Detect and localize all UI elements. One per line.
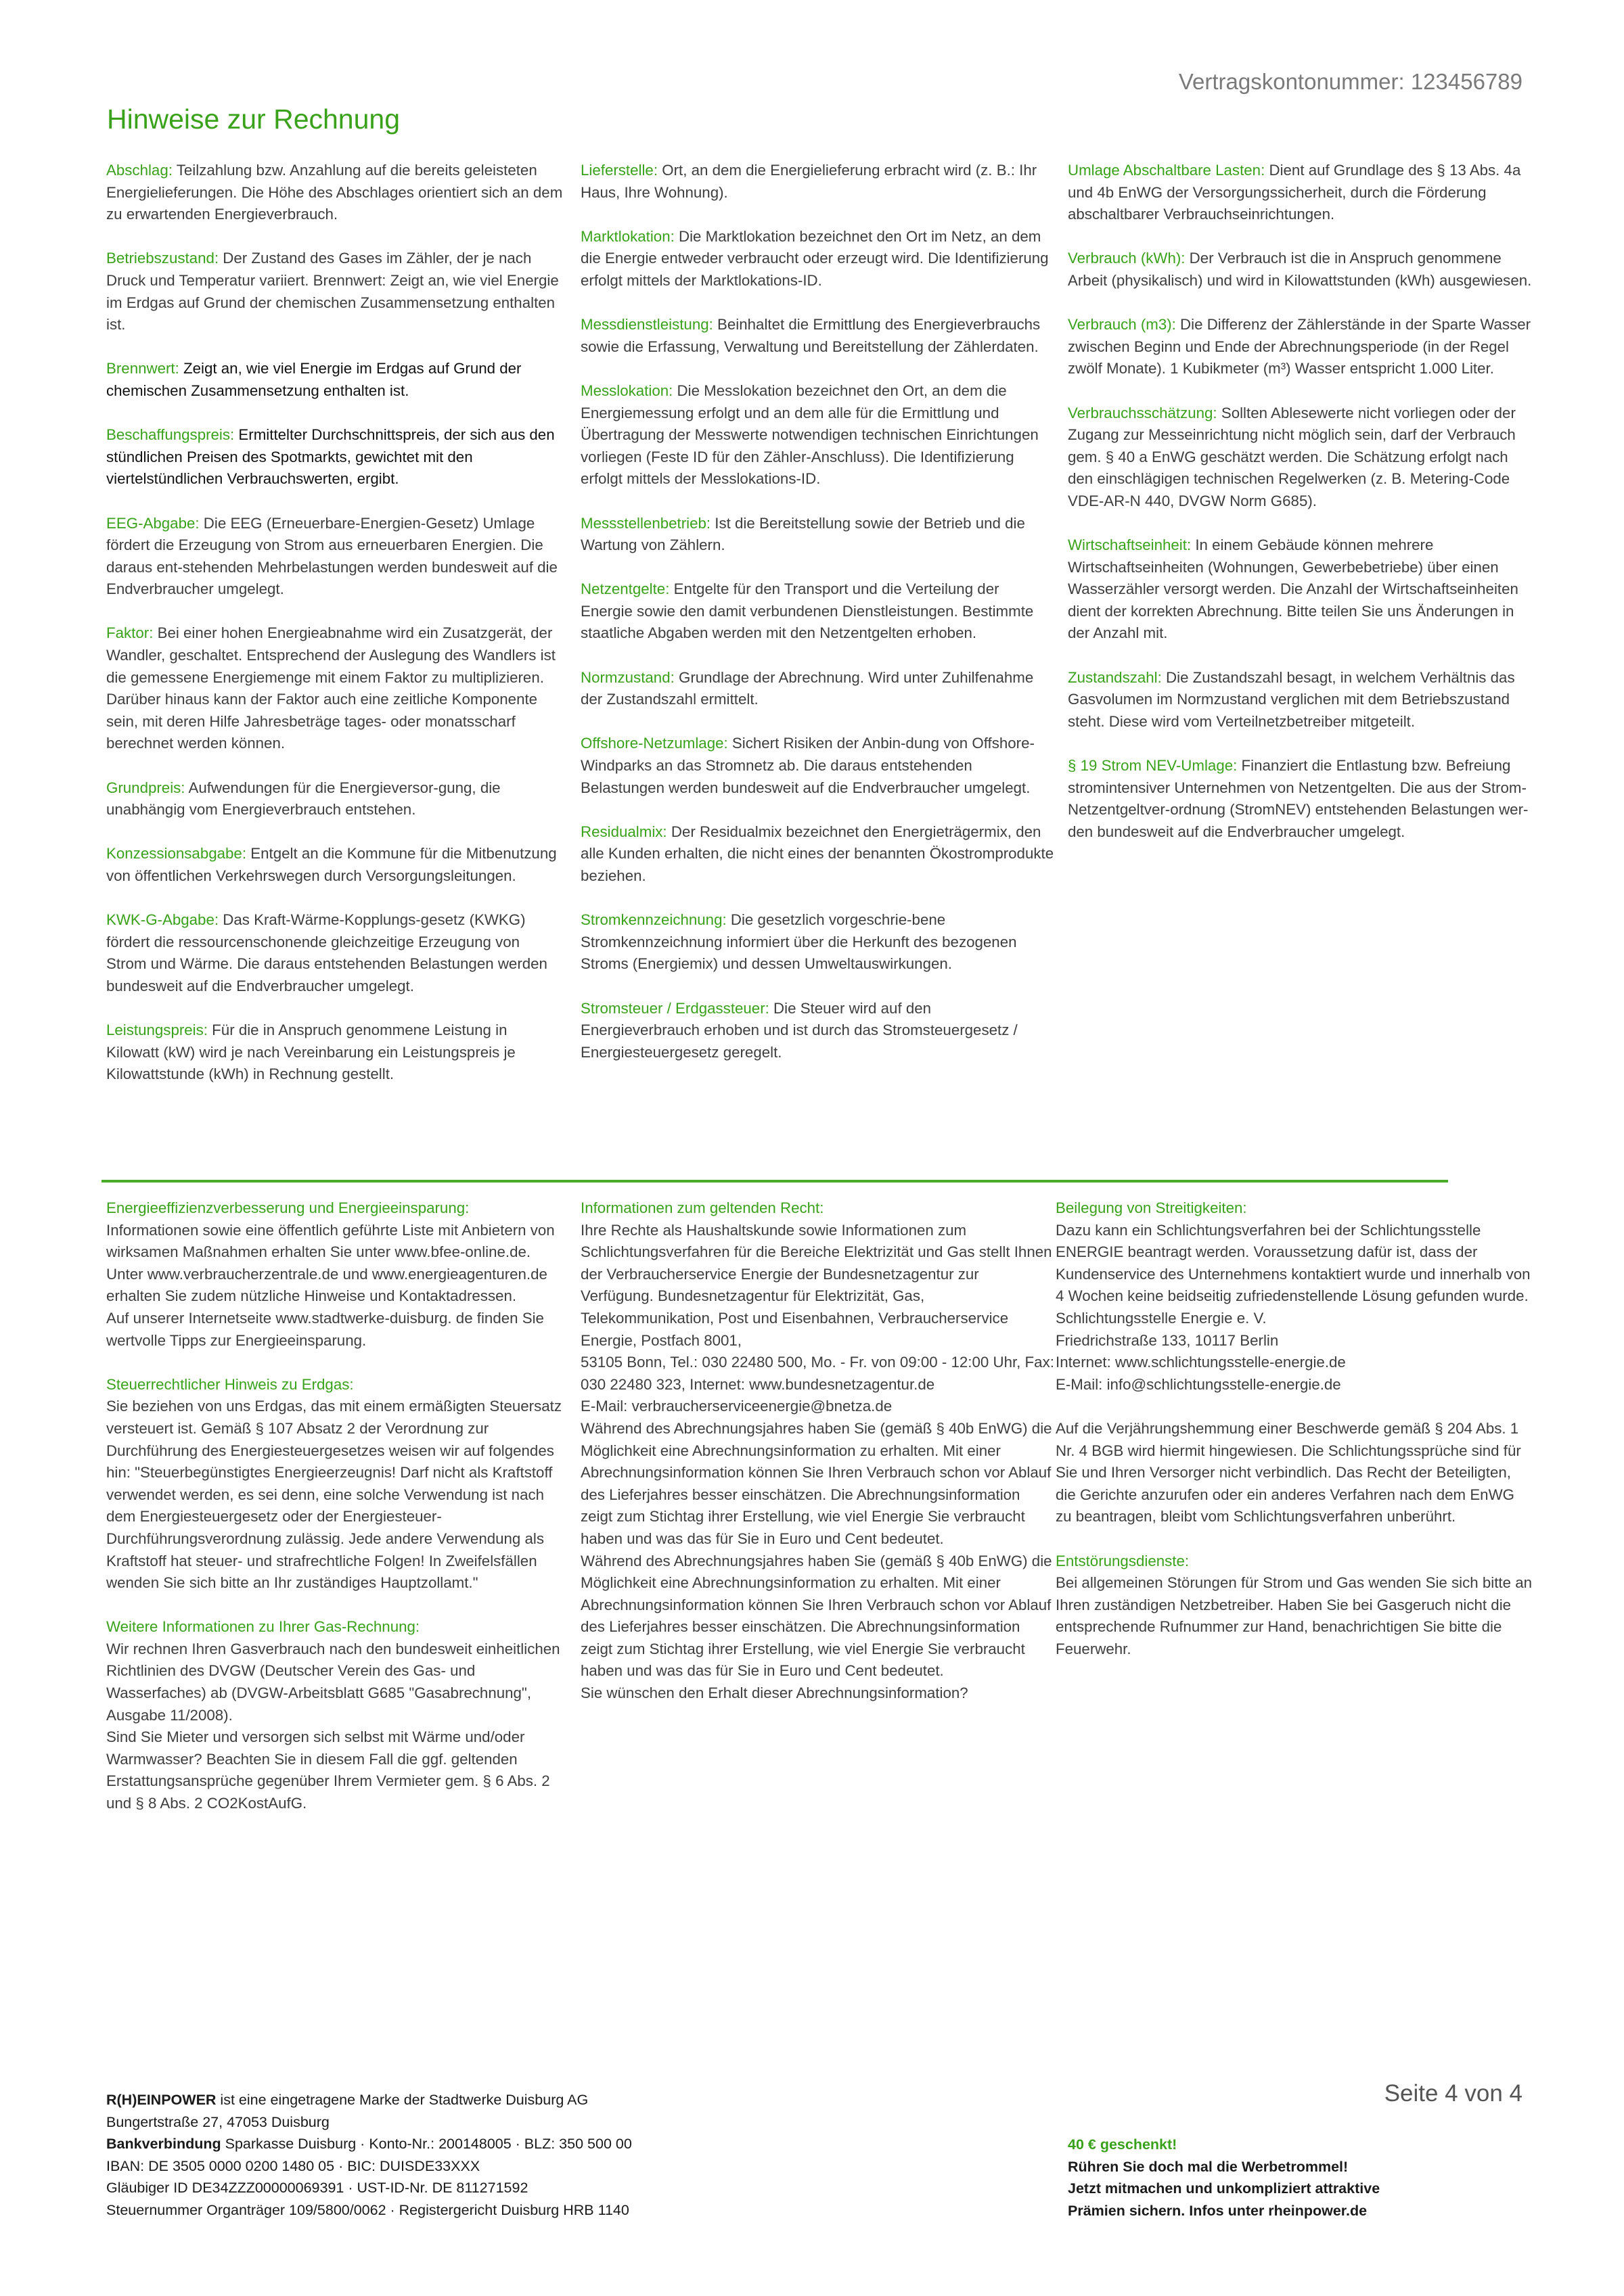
glossary-entry: [106, 513, 563, 601]
glossary-entry: [1068, 667, 1535, 733]
glossary-definition: Ermittelter Durchschnittspreis, der sich aus den stündlichen Preisen des Spotmarkts, gewichtet mit den viertelstündlichen Verbrauchswerten, ergibt.: [106, 426, 555, 488]
glossary-definition: Sichert Risiken der Anbin-dung von Offshore-Windparks an das Stromnetz ab. Die daraus entstehenden Belastungen werden bundesweit auf die Endverbraucher umgelegt.: [581, 735, 1035, 796]
glossary-definition: Die Marktlokation bezeichnet den Ort im Netz, an dem die Energie entweder verbraucht oder erzeugt wird. Die Identifizierung erfolgt mittels der Marktlokations-ID.: [581, 227, 1049, 289]
info-heading: Energieeffizienzverbesserung und Energieeinsparung:: [106, 1199, 470, 1216]
info-column-2: [581, 1197, 1054, 1726]
info-heading: Informationen zum geltenden Recht:: [581, 1199, 824, 1216]
info-text: Internet: www.schlichtungsstelle-energie.de: [1056, 1354, 1346, 1371]
info-column-1: [106, 1197, 563, 1837]
glossary-term: Abschlag:: [106, 162, 173, 179]
info-text: Auf unserer Internetseite www.stadtwerke-duisburg. de finden Sie wertvolle Tipps zur Energieeinsparung.: [106, 1309, 544, 1349]
info-text: 53105 Bonn, Tel.: 030 22480 500, Mo. - Fr. von 09:00 - 12:00 Uhr, Fax: 030 22480 323, Internet: www.bundesnetzagentur.de: [581, 1354, 1054, 1393]
glossary-entry: [581, 226, 1054, 292]
glossary-term: Betriebszustand:: [106, 250, 219, 267]
glossary-entry: [581, 380, 1054, 490]
info-section: [106, 1616, 563, 1814]
info-text: Sie wünschen den Erhalt dieser Abrechnungsinformation?: [581, 1684, 968, 1702]
info-text: Dazu kann ein Schlichtungsverfahren bei der Schlichtungsstelle ENERGIE beantragt werden. Voraussetzung dafür ist, dass der Kundenservice des Unternehmens kontaktiert wurde und innerhalb von 4 Wochen keine beidseitig zufriedenstellende Lösung gefunden wurde.: [1056, 1221, 1531, 1305]
glossary-term: Offshore-Netzumlage:: [581, 735, 728, 752]
glossary-term: Wirtschaftseinheit:: [1068, 536, 1192, 554]
glossary-term: Brennwert:: [106, 360, 179, 377]
glossary-entry: [1068, 160, 1535, 226]
glossary-definition: Für die in Anspruch genommene Leistung in Kilowatt (kW) wird je nach Vereinbarung ein Leistungspreis je Kilowattstunde (kWh) in Rechnung gestellt.: [106, 1021, 516, 1083]
glossary-definition: Bei einer hohen Energieabnahme wird ein Zusatzgerät, der Wandler, geschaltet. Entsprechend der Auslegung des Wandlers ist die gemessene Energiemenge mit einem Faktor zu multiplizieren.: [106, 624, 556, 686]
glossary-term: Grundpreis:: [106, 779, 185, 796]
glossary-entry: [1068, 248, 1535, 292]
info-column-3: [1056, 1197, 1533, 1682]
glossary-term: Konzessionsabgabe:: [106, 845, 247, 863]
info-text: Während des Abrechnungsjahres haben Sie (gemäß § 40b EnWG) die Möglichkeit eine Abrechnungsinformation zu erhalten. Mit einer Abrechnungsinformation können Sie Ihren Verbrauch schon vor Ablauf des Lieferjahres besser einschätzen. Die Abrechnungsinformation zeigt zum Stichtag ihrer Erstellung, wie viel Energie Sie verbraucht haben und was das für Sie in Euro und Cent bedeutet.: [581, 1419, 1052, 1547]
glossary-definition: In einem Gebäude können mehrere Wirtschaftseinheiten (Wohnungen, Gewerbebetriebe) über einen Wasserzähler versorgt werden. Die Anzahl der Wirtschaftseinheiten dient der korrekten Abrechnung. Bitte teilen Sie uns Änderungen in der Anzahl mit.: [1068, 536, 1518, 642]
glossary-entry: [106, 358, 563, 402]
info-section: [1056, 1197, 1533, 1528]
glossary-definition: Die Steuer wird auf den Energieverbrauch erhoben und ist durch das Stromsteuergesetz / Energiesteuergesetz geregelt.: [581, 999, 1018, 1061]
footer-address: Bungertstraße 27, 47053 Duisburg: [106, 2113, 330, 2130]
glossary-term: Lieferstelle:: [581, 162, 658, 179]
promo-line: Rühren Sie doch mal die Werbetrommel!: [1068, 2158, 1349, 2175]
glossary-definition: Das Kraft-Wärme-Kopplungs-gesetz (KWKG) fördert die ressourcenschonende gleichzeitige Erzeugung von Strom und Wärme. Die daraus entstehenden Belastungen werden bundesweit auf die Endverbraucher umgelegt.: [106, 911, 547, 994]
glossary-term: Verbrauchsschätzung:: [1068, 404, 1217, 421]
glossary-definition: Entgelt an die Kommune für die Mitbenutzung von öffentlichen Verkehrswegen durch Versorgungsleitungen.: [106, 845, 557, 884]
info-section: [581, 1197, 1054, 1705]
info-heading: Weitere Informationen zu Ihrer Gas-Rechnung:: [106, 1618, 420, 1636]
glossary-definition: Die Zustandszahl besagt, in welchem Verhältnis das Gasvolumen im Normzustand verglichen mit dem Betriebszustand steht. Diese wird vom Verteilnetzbetreiber mitgeteilt.: [1068, 668, 1515, 730]
glossary-term: Faktor:: [106, 624, 154, 642]
info-heading: Steuerrechtlicher Hinweis zu Erdgas:: [106, 1375, 354, 1393]
glossary-entry: [581, 909, 1054, 975]
info-text: Schlichtungsstelle Energie e. V.: [1056, 1309, 1267, 1327]
glossary-definition: Der Verbrauch ist die in Anspruch genommene Arbeit (physikalisch) und wird in Kilowattstunden (kWh) ausgewiesen.: [1068, 250, 1532, 289]
info-text: Wir rechnen Ihren Gasverbrauch nach den bundesweit einheitlichen Richtlinien des DVGW (Deutscher Verein des Gas- und Wasserfaches) ab (DVGW-Arbeitsblatt G685 "Gasabrechnung", Ausgabe 11/2008).: [106, 1640, 560, 1724]
glossary-term: Messlokation:: [581, 382, 673, 399]
info-text: Friedrichstraße 133, 10117 Berlin: [1056, 1331, 1279, 1349]
promo-box: [1068, 2134, 1541, 2222]
info-text: Auf die Verjährungshemmung einer Beschwerde gemäß § 204 Abs. 1 Nr. 4 BGB wird hiermit hingewiesen. Die Schlichtungssprüche sind für Sie und Ihren Versorger nicht verbindlich. Das Recht der Beteiligten, die Gerichte anzurufen oder ein anderes Verfahren nach dem EnWG zu beantragen, bleibt vom Schlichtungsverfahren unberührt.: [1056, 1419, 1521, 1525]
footer-bank-line: [106, 2133, 918, 2155]
glossary-term: Leistungspreis:: [106, 1021, 208, 1039]
info-section: [106, 1197, 563, 1352]
footer-iban: IBAN: DE 3505 0000 0200 1480 05 · BIC: DUISDE33XXX: [106, 2157, 480, 2174]
glossary-entry: [581, 667, 1054, 711]
info-text: E-Mail: verbraucherserviceenergie@bnetza.de: [581, 1398, 893, 1415]
brand-text: ist eine eingetragene Marke der Stadtwerke Duisburg AG: [216, 2092, 589, 2108]
glossary-entry: [106, 1019, 563, 1086]
section-divider: [102, 1180, 1448, 1183]
bank-details: Sparkasse Duisburg · Konto-Nr.: 200148005 · BLZ: 350 500 00: [221, 2136, 632, 2153]
promo-line: Prämien sichern. Infos unter rheinpower.de: [1068, 2202, 1368, 2219]
info-text: Sind Sie Mieter und versorgen sich selbst mit Wärme und/oder Warmwasser? Beachten Sie in diesem Fall die ggf. geltenden Erstattungsansprüche gegenüber Ihrem Vermieter gem. § 6 Abs. 2 und § 8 Abs. 2 CO2KostAufG.: [106, 1728, 550, 1812]
info-text: Ihre Rechte als Haushaltskunde sowie Informationen zum Schlichtungsverfahren für die Bereiche Elektrizität und Gas stellt Ihnen der Verbraucherservice Energie der Bundesnetzagentur zur Verfügung. Bundesnetzagentur für Elektrizität, Gas, Telekommunikation, Post und Eisenbahnen, Verbraucherservice Energie, Postfach 8001,: [581, 1221, 1052, 1349]
info-section: [1056, 1551, 1533, 1661]
glossary-definition: Sollten Ablesewerte nicht vorliegen oder der Zugang zur Messeinrichtung nicht möglich sein, darf der Verbrauch gem. § 40 a EnWG geschätzt werden. Die Schätzung erfolgt nach den einschlägigen technischen Regelwerken (z. B. Metering-Code VDE-AR-N 440, DVGW Norm G685).: [1068, 404, 1516, 509]
glossary-term: Stromkennzeichnung:: [581, 911, 727, 929]
glossary-term: Verbrauch (m3):: [1068, 316, 1176, 334]
glossary-term: Messstellenbetrieb:: [581, 514, 711, 532]
glossary-term: KWK-G-Abgabe:: [106, 911, 219, 929]
glossary-term: Umlage Abschaltbare Lasten:: [1068, 162, 1265, 179]
promo-line: Jetzt mitmachen und unkompliziert attraktive: [1068, 2180, 1380, 2197]
glossary-term: Stromsteuer / Erdgassteuer:: [581, 999, 769, 1017]
glossary-definition: Beinhaltet die Ermittlung des Energieverbrauchs sowie die Erfassung, Verwaltung und Bereitstellung der Zählerdaten.: [581, 316, 1041, 355]
footer-creditor-id: Gläubiger ID DE34ZZZ00000069391 · UST-ID-Nr. DE 811271592: [106, 2180, 528, 2197]
glossary-term: Zustandszahl:: [1068, 668, 1162, 686]
glossary-term: Marktlokation:: [581, 227, 675, 245]
glossary-entry: [581, 160, 1054, 204]
info-heading: Entstörungsdienste:: [1056, 1552, 1190, 1569]
glossary-entry: [581, 998, 1054, 1064]
glossary-entry: [581, 578, 1054, 645]
info-heading: Beilegung von Streitigkeiten:: [1056, 1199, 1247, 1216]
info-text: Informationen sowie eine öffentlich geführte Liste mit Anbietern von wirksamen Maßnahmen erhalten Sie unter www.bfee-online.de. Unter www.verbraucherzentrale.de und www.energieagenturen.de erhalten Sie zudem nützliche Hinweise und Kontaktadressen.: [106, 1221, 555, 1305]
glossary-column-1: [106, 160, 563, 1108]
glossary-definition: Entgelte für den Transport und die Verteilung der Energie sowie den damit verbundenen Dienstleistungen. Bestimmte staatliche Abgaben werden mit den Netzentgelten erhoben.: [581, 580, 1034, 642]
info-text: [1056, 1396, 1533, 1418]
glossary-term: EEG-Abgabe:: [106, 514, 200, 532]
glossary-definition: Teilzahlung bzw. Anzahlung auf die bereits geleisteten Energielieferungen. Die Höhe des Abschlages orientiert sich an dem zu erwartenden Energieverbrauch.: [106, 162, 563, 223]
glossary-entry: [1068, 534, 1535, 645]
promo-title: 40 € geschenkt!: [1068, 2136, 1177, 2153]
glossary-definition: Grundlage der Abrechnung. Wird unter Zuhilfenahme der Zustandszahl ermittelt.: [581, 668, 1034, 708]
glossary-entry: [106, 777, 563, 821]
footer-tax-number: Steuernummer Organträger 109/5800/0062 · Registergericht Duisburg HRB 1140: [106, 2201, 629, 2218]
glossary-term: Residualmix:: [581, 823, 667, 840]
info-text: Während des Abrechnungsjahres haben Sie (gemäß § 40b EnWG) die Möglichkeit eine Abrechnungsinformation zu erhalten. Mit einer Abrechnungsinformation können Sie Ihren Verbrauch schon vor Ablauf des Lieferjahres besser einschätzen. Die Abrechnungsinformation zeigt zum Stichtag ihrer Erstellung, wie viel Energie Sie verbraucht haben und was das für Sie in Euro und Cent bedeutet.: [581, 1552, 1052, 1680]
glossary-term: Netzentgelte:: [581, 580, 670, 598]
glossary-column-2: [581, 160, 1054, 1086]
glossary-entry: [1068, 314, 1535, 380]
glossary-entry: [581, 314, 1054, 358]
glossary-definition: Ist die Bereitstellung sowie der Betrieb und die Wartung von Zählern.: [581, 514, 1025, 554]
glossary-entry: [106, 160, 563, 226]
footer-imprint: [106, 2089, 918, 2222]
glossary-definition: Zeigt an, wie viel Energie im Erdgas auf Grund der chemischen Zusammensetzung enthalten ist.: [106, 360, 522, 399]
info-text: Sie beziehen von uns Erdgas, das mit einem ermäßigten Steuersatz versteuert ist. Gemäß § 107 Absatz 2 der Verordnung zur Durchführung des Energiesteuergesetzes weisen wir auf folgendes hin: "Steuerbegünstigtes Energieerzeugnis! Darf nicht als Kraftstoff verwendet werden, es sei denn, eine solche Verwendung ist nach dem Energiesteuergesetz oder der Energiesteuer-Durchführungsverordnung zulässig. Jede andere Verwendung als Kraftstoff hat steuer- und strafrechtliche Folgen! In Zweifelsfällen wenden Sie sich bitte an Ihr zuständiges Hauptzollamt.": [106, 1398, 562, 1592]
glossary-definition: Die EEG (Erneuerbare-Energien-Gesetz) Umlage fördert die Erzeugung von Strom aus erneuerbaren Energien. Die daraus ent-stehenden Mehrbelastungen werden bundesweit auf die Endverbraucher umgelegt.: [106, 514, 558, 598]
glossary-entry: [1068, 403, 1535, 513]
glossary-term: Normzustand:: [581, 668, 675, 686]
glossary-definition: Aufwendungen für die Energieversor-gung, die unabhängig vom Energieverbrauch entstehen.: [106, 779, 501, 819]
page-title: Hinweise zur Rechnung: [107, 104, 401, 135]
page-number: Seite 4 von 4: [1384, 2080, 1522, 2107]
glossary-entry: [1068, 755, 1535, 843]
glossary-entry: [581, 513, 1054, 557]
glossary-entry: [581, 821, 1054, 888]
glossary-definition: Der Residualmix bezeichnet den Energieträgermix, den alle Kunden erhalten, die nicht eines der benannten Ökostromprodukte beziehen.: [581, 823, 1054, 884]
brand-name: R(H)EINPOWER: [106, 2092, 217, 2108]
footer-brand-line: [106, 2089, 918, 2111]
glossary-entry: [106, 909, 563, 997]
glossary-entry: [106, 424, 563, 490]
glossary-entry: [106, 622, 563, 755]
glossary-term: Beschaffungspreis:: [106, 426, 235, 444]
glossary-term: Verbrauch (kWh):: [1068, 250, 1186, 267]
glossary-definition: Der Zustand des Gases im Zähler, der je nach Druck und Temperatur variiert. Brennwert: Zeigt an, wie viel Energie im Erdgas auf Grund der chemischen Zusammensetzung enthalten ist.: [106, 250, 559, 334]
glossary-definition: Finanziert die Entlastung bzw. Befreiung stromintensiver Unternehmen von Netzentgelten. Die aus der Strom-Netzentgeltver-ordnung (StromNEV) entstehenden Belastungen wer-den bundesweit auf die Endverbraucher umgelegt.: [1068, 757, 1529, 840]
info-section: [106, 1374, 563, 1594]
glossary-entry: [106, 248, 563, 336]
glossary-column-3: [1068, 160, 1535, 865]
info-text: Bei allgemeinen Störungen für Strom und Gas wenden Sie sich bitte an Ihren zuständigen Netzbetreiber. Haben Sie bei Gasgeruch nicht die entsprechende Rufnummer zur Hand, benachrichtigen Sie bitte die Feuerwehr.: [1056, 1574, 1533, 1657]
info-text: E-Mail: info@schlichtungsstelle-energie.de: [1056, 1375, 1341, 1393]
glossary-definition: Ort, an dem die Energielieferung erbracht wird (z. B.: Ihr Haus, Ihre Wohnung).: [581, 162, 1037, 201]
glossary-definition: Die gesetzlich vorgeschrie-bene Stromkennzeichnung informiert über die Herkunft des bezogenen Stroms (Energiemix) und dessen Umweltauswirkungen.: [581, 911, 1017, 973]
glossary-entry: [106, 843, 563, 887]
glossary-definition: Dient auf Grundlage des § 13 Abs. 4a und 4b EnWG der Versorgungssicherheit, durch die Förderung abschaltbarer Verbrauchseinrichtungen.: [1068, 162, 1521, 223]
glossary-term: Messdienstleistung:: [581, 316, 713, 334]
glossary-definition: Die Messlokation bezeichnet den Ort, an dem die Energiemessung erfolgt und an dem alle für die Ermittlung und Übertragung der Messwerte notwendigen technischen Einrichtungen vorliegen (Feste ID für den Zähler-Anschluss). Die Identifizierung erfolgt mittels der Messlokations-ID.: [581, 382, 1039, 488]
glossary-definition: Die Differenz der Zählerstände in der Sparte Wasser zwischen Beginn und Ende der Abrechnungsperiode (in der Regel zwölf Monate). 1 Kubikmeter (m³) Wasser entspricht 1.000 Liter.: [1068, 316, 1531, 377]
glossary-entry: [581, 733, 1054, 799]
glossary-definition-extra: Darüber hinaus kann der Faktor auch eine zeitliche Komponente sein, mit deren Hilfe Jahresbeträge tages- oder monatsscharf berechnet werden können.: [106, 691, 538, 752]
bank-label: Bankverbindung: [106, 2136, 221, 2153]
glossary-term: § 19 Strom NEV-Umlage:: [1068, 757, 1238, 775]
account-number: Vertragskontonummer: 123456789: [1178, 69, 1522, 94]
